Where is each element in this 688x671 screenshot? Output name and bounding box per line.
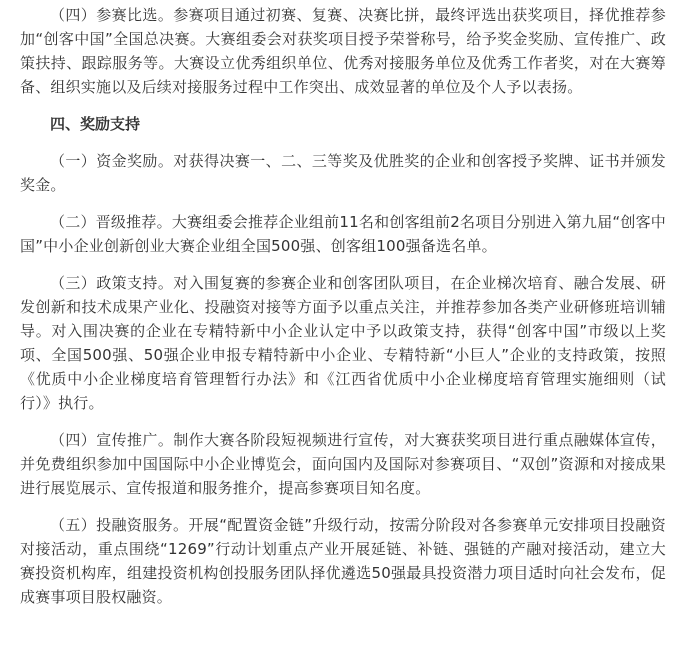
paragraph-spacer [20,99,666,112]
paragraph-publicity: （四）宣传推广。制作大赛各阶段短视频进行宣传，对大赛获奖项目进行重点融媒体宣传，并免费组织参加中国国际中小企业博览会，面向国内及国际对参赛项目、“双创”资源和对接成果进行展览展示、宣传报道和服务推介，提高参赛项目知名度。 [20,431,666,497]
paragraph-promotion-recommendation: （二）晋级推荐。大赛组委会推荐企业组前11名和创客组前2名项目分别进入第九届“创客中国”中小企业创新创业大赛企业组全国500强、创客组100强备选名单。 [20,213,666,255]
paragraph-spacer [20,136,666,149]
paragraph-participation-selection: （四）参赛比选。参赛项目通过初赛、复赛、决赛比拼，最终评选出获奖项目，择优推荐参加“创客中国”全国总决赛。大赛组委会对获奖项目授予荣誉称号，给予奖金奖励、宣传推广、政策扶持、跟踪服务等。大赛设立优秀组织单位、优秀对接服务单位及优秀工作者奖，对在大赛筹备、组织实施以及后续对接服务过程中工作突出、成效显著的单位及个人予以表扬。 [20,6,666,96]
paragraph-funding-reward: （一）资金奖励。对获得决赛一、二、三等奖及优胜奖的企业和创客授予奖牌、证书并颁发奖金。 [20,152,666,194]
paragraph-spacer [20,500,666,513]
paragraph-policy-support: （三）政策支持。对入围复赛的参赛企业和创客团队项目，在企业梯次培育、融合发展、研发创新和技术成果产业化、投融资对接等方面予以重点关注，并推荐参加各类产业研修班培训辅导。对入围决赛的企业在专精特新中小企业认定中予以政策支持，获得“创客中国”市级以上奖项、全国500强、50强企业申报专精特新中小企业、专精特新“小巨人”企业的支持政策，按照《优质中小企业梯度培育管理暂行办法》和《江西省优质中小企业梯度培育管理实施细则（试行）》执行。 [20,274,666,412]
section-heading-rewards: 四、奖励支持 [50,115,141,133]
paragraph-financing-service: （五）投融资服务。开展“配置资金链”升级行动，按需分阶段对各参赛单元安排项目投融资对接活动，重点围绕“1269”行动计划重点产业开展延链、补链、强链的产融对接活动，建立大赛投资机构库，组建投资机构创投服务团队择优遴选50强最具投资潜力项目适时向社会发布，促成赛事项目股权融资。 [20,516,666,606]
document-body [0,3,688,671]
paragraph-spacer [20,415,666,428]
paragraph-spacer [20,197,666,210]
paragraph-spacer [20,258,666,271]
